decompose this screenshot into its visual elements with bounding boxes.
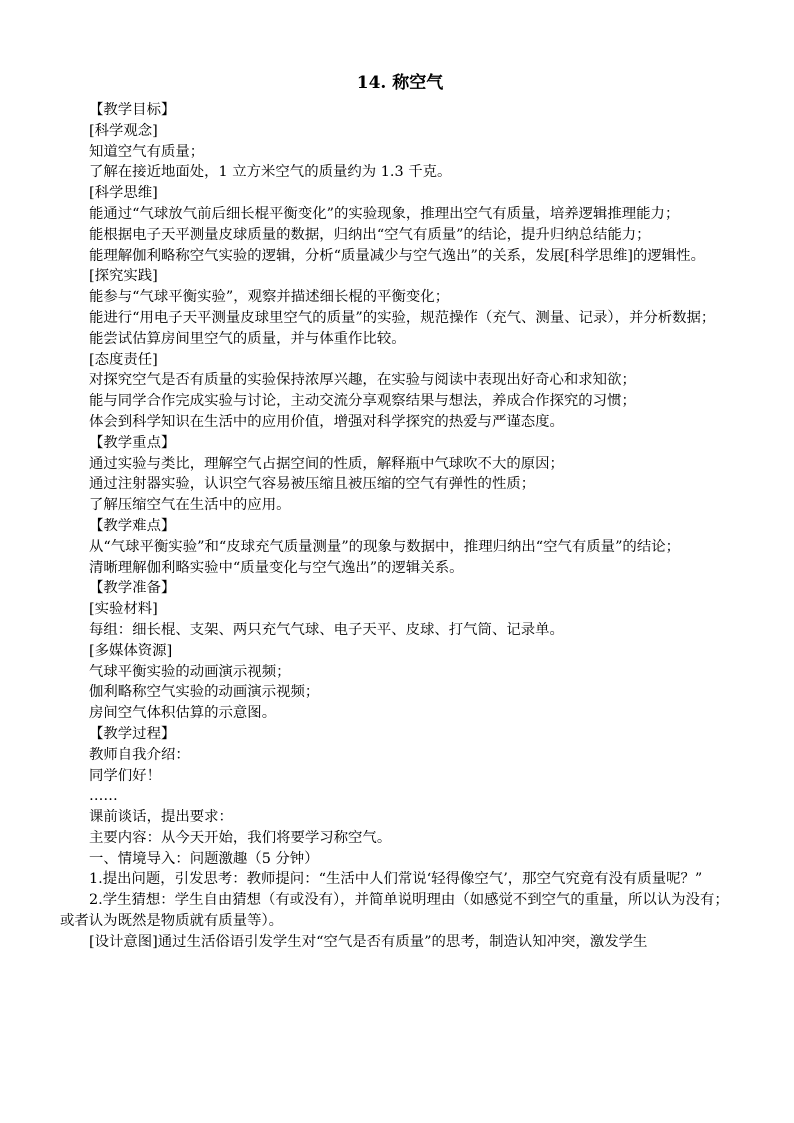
paragraph: [探究实践] [89, 268, 158, 285]
paragraph: 一、情境导入：问题激趣（5 分钟） [89, 850, 319, 867]
paragraph: [态度责任] [89, 351, 158, 368]
paragraph: 【教学过程】 [89, 725, 176, 742]
paragraph: 每组：细长棍、支架、两只充气气球、电子天平、皮球、打气筒、记录单。 [89, 621, 564, 638]
paragraph: …… [89, 788, 118, 805]
paragraph: 体会到科学知识在生活中的应用价值，增强对科学探究的热爱与严谨态度。 [89, 413, 564, 430]
paragraph: 能通过“气球放气前后细长棍平衡变化”的实验现象，推理出空气有质量，培养逻辑推理能力； [89, 205, 680, 222]
paragraph: 知道空气有质量； [89, 143, 205, 160]
paragraph: [实验材料] [89, 601, 158, 618]
paragraph: 对探究空气是否有质量的实验保持浓厚兴趣，在实验与阅读中表现出好奇心和求知欲； [89, 372, 636, 389]
paragraph: 伽利略称空气实验的动画演示视频； [89, 684, 320, 701]
document-page [60, 70, 740, 953]
paragraph: 课前谈话，提出要求： [89, 809, 233, 826]
paragraph: 【教学重点】 [89, 434, 176, 451]
paragraph: 同学们好！ [89, 767, 161, 784]
paragraph: 【教学目标】 [89, 102, 176, 118]
paragraph: 2.学生猜想：学生自由猜想（有或没有），并简单说明理由（如感觉不到空气的重量，所以认为没有；或者认为既然是物质就有质量等）。 [60, 892, 729, 930]
paragraph: 通过注射器实验，认识空气容易被压缩且被压缩的空气有弹性的性质； [89, 476, 536, 493]
paragraph: 能尝试估算房间里空气的质量，并与体重作比较。 [89, 330, 406, 347]
page-title: 14. 称空气 [356, 73, 444, 93]
paragraph: 教师自我介绍： [89, 746, 190, 763]
paragraph: [多媒体资源] [89, 642, 173, 659]
paragraph: [科学观念] [89, 122, 158, 139]
paragraph: 【教学准备】 [89, 580, 176, 597]
paragraph: 了解压缩空气在生活中的应用。 [89, 497, 291, 514]
paragraph: 1.提出问题，引发思考：教师提问：“生活中人们常说‘轻得像空气’，那空气究竟有没有质量呢？” [89, 871, 703, 888]
paragraph: 能参与“气球平衡实验”，观察并描述细长棍的平衡变化； [89, 289, 450, 306]
paragraph: 【教学难点】 [89, 517, 176, 534]
paragraph: 能与同学合作完成实验与讨论，主动交流分享观察结果与想法，养成合作探究的习惯； [89, 393, 636, 410]
paragraph: 能理解伽利略称空气实验的逻辑，分析“质量减少与空气逸出”的关系，发展[科学思维]的逻辑性。 [89, 247, 705, 264]
paragraph: 气球平衡实验的动画演示视频； [89, 663, 291, 680]
paragraph: 房间空气体积估算的示意图。 [89, 705, 277, 722]
paragraph: 了解在接近地面处，1 立方米空气的质量约为 1.3 千克。 [89, 164, 452, 181]
paragraph: 从“气球平衡实验”和“皮球充气质量测量”的现象与数据中，推理归纳出“空气有质量”的结论； [89, 538, 680, 555]
paragraph: 能根据电子天平测量皮球质量的数据，归纳出“空气有质量”的结论，提升归纳总结能力； [89, 226, 651, 243]
paragraph: 清晰理解伽利略实验中“质量变化与空气逸出”的逻辑关系。 [89, 559, 464, 576]
paragraph: 主要内容：从今天开始，我们将要学习称空气。 [89, 829, 392, 846]
paragraph: [科学思维] [89, 185, 158, 202]
document-body [60, 100, 740, 953]
paragraph: 能进行“用电子天平测量皮球里空气的质量”的实验，规范操作（充气、测量、记录），并分析数据； [89, 309, 716, 326]
paragraph: [设计意图]通过生活俗语引发学生对“空气是否有质量”的思考，制造认知冲突，激发学生 [89, 933, 648, 950]
paragraph: 通过实验与类比，理解空气占据空间的性质，解释瓶中气球吹不大的原因； [89, 455, 564, 472]
